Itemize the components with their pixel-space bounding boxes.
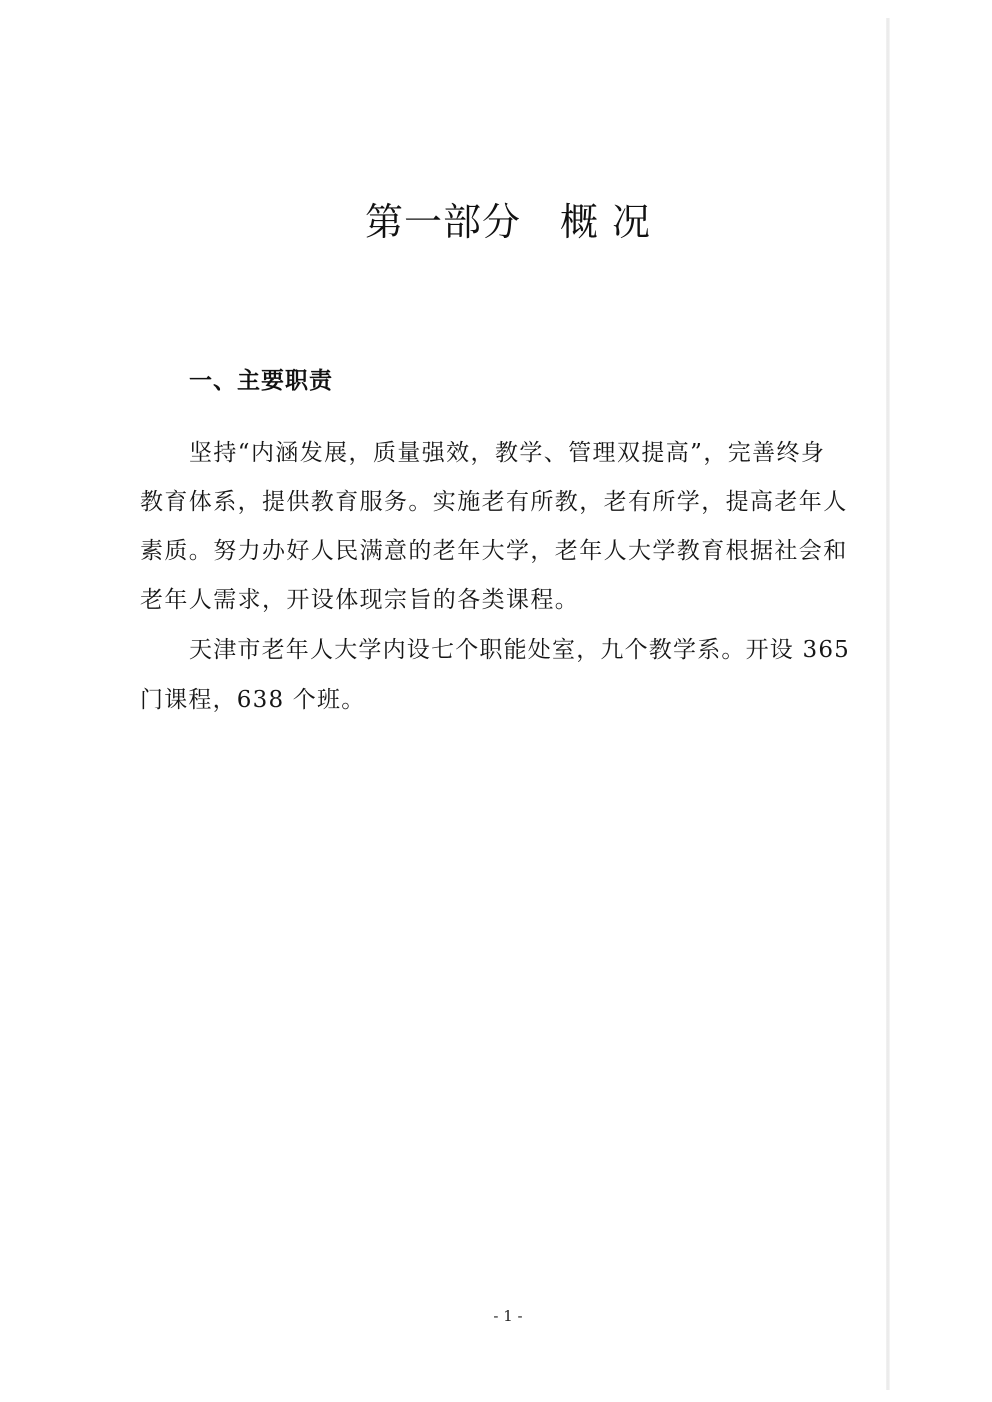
paragraph-line: 教育体系，提供教育服务。实施老有所教，老有所学，提高老年人 [140, 489, 848, 515]
paragraph-line: 天津市老年人大学内设七个职能处室，九个教学系。开设 365 [189, 637, 851, 663]
paragraph-line: 坚持“内涵发展，质量强效，教学、管理双提高”，完善终身 [189, 440, 826, 466]
page-number: - 1 - [493, 1307, 523, 1325]
section-heading: 一、主要职责 [189, 368, 333, 394]
page-title: 第一部分 概 况 [364, 200, 652, 244]
paragraph-line: 老年人需求，开设体现宗旨的各类课程。 [140, 587, 580, 613]
paragraph-line: 门课程，638 个班。 [140, 687, 366, 713]
paragraph-line: 素质。努力办好人民满意的老年大学，老年人大学教育根据社会和 [140, 538, 848, 564]
